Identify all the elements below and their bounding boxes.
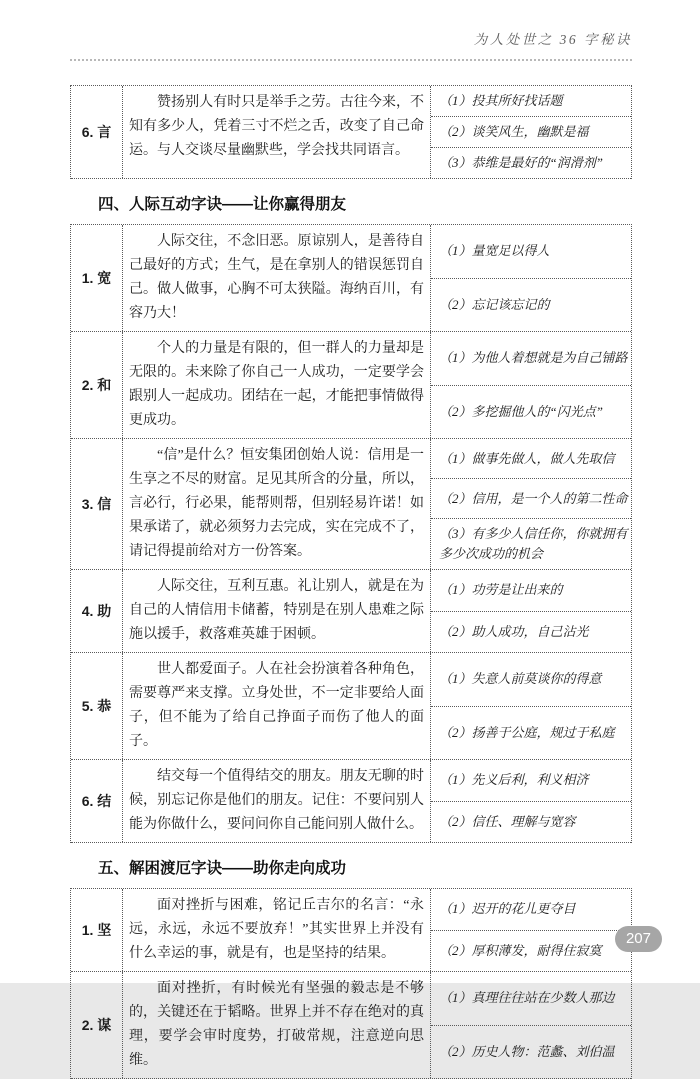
row-description: 结交每一个值得结交的朋友。朋友无聊的时候，别忘记你是他们的朋友。记住：不要问别人能为你做什么，要问问你自己能问别人做什么。: [123, 760, 431, 842]
point-item: （1）功劳是让出来的: [431, 570, 631, 612]
row-description: 面对挫折与困难，铭记丘吉尔的名言：“永远，永远，永远不要放弃！”其实世界上并没有什么幸运的事，就是有，也是坚持的结果。: [123, 889, 431, 971]
row-points: [431, 653, 631, 759]
point-item: （1）真理往往站在少数人那边: [431, 972, 631, 1026]
point-item: （1）迟开的花儿更夺目: [431, 889, 631, 931]
point-item: （2）谈笑风生，幽默是福: [431, 117, 631, 148]
row-description: 赞扬别人有时只是举手之劳。古往今来，不知有多少人，凭着三寸不烂之舌，改变了自己命运。与人交谈尽量幽默些，学会找共同语言。: [123, 86, 431, 178]
table-row: [71, 889, 631, 972]
point-item: （1）先义后利，利义相济: [431, 760, 631, 802]
point-item: （2）历史人物：范蠡、刘伯温: [439, 1043, 615, 1059]
table-row: [71, 570, 631, 653]
section: [70, 192, 632, 843]
rules-table: [70, 888, 632, 1079]
page-number-badge: 207: [615, 926, 662, 952]
row-keyword-label: 5. 恭: [71, 653, 123, 759]
row-keyword-label: 6. 言: [71, 86, 123, 178]
row-description: 人际交往，不念旧恶。原谅别人，是善待自己最好的方式；生气，是在拿别人的错误惩罚自己。做人做事，心胸不可太狭隘。海纳百川，有容乃大！: [123, 225, 431, 331]
row-description: 世人都爱面子。人在社会扮演着各种角色，需要尊严来支撑。立身处世，不一定非要给人面子，但不能为了给自己挣面子而伤了他人的面子。: [123, 653, 431, 759]
section-heading: 五、解困渡厄字诀——助你走向成功: [98, 860, 347, 877]
row-points: [431, 760, 631, 842]
row-keyword-label: 2. 和: [71, 332, 123, 438]
row-keyword-label: 2. 谋: [71, 972, 123, 1078]
rules-table: [70, 85, 632, 179]
point-item: （2）厚积薄发，耐得住寂寞: [439, 942, 602, 958]
point-item: （2）忘记该忘记的: [439, 296, 550, 312]
table-row: [71, 972, 631, 1079]
point-item: （2）多挖掘他人的“闪光点”: [439, 403, 603, 419]
row-keyword-label: 1. 坚: [71, 889, 123, 971]
point-item: （3）有多少人信任你，你就拥有多少次成功的机会: [439, 526, 628, 561]
running-head-title: 为人处世之 36 字秘诀: [473, 32, 632, 47]
section: [70, 85, 632, 179]
row-keyword-label: 4. 助: [71, 570, 123, 652]
section: [70, 856, 632, 1079]
point-item: （2）扬善于公庭，规过于私庭: [439, 724, 615, 740]
header-dotted-rule: [70, 59, 632, 61]
point-item: （1）为他人着想就是为自己铺路: [431, 332, 631, 386]
point-item: （1）失意人前莫谈你的得意: [431, 653, 631, 707]
row-points: [431, 570, 631, 652]
content: [70, 85, 632, 1079]
row-keyword-label: 3. 信: [71, 439, 123, 569]
point-item: （1）量宽足以得人: [431, 225, 631, 279]
row-points: [431, 889, 631, 971]
row-description: 面对挫折，有时候光有坚强的毅志是不够的，关键还在于韬略。世界上并不存在绝对的真理，要学会审时度势，打破常规，注意逆向思维。: [123, 972, 431, 1078]
point-item: （2）信任、理解与宽容: [439, 813, 576, 829]
row-points: [431, 86, 631, 178]
row-points: [431, 972, 631, 1078]
table-row: [71, 332, 631, 439]
row-points: [431, 332, 631, 438]
table-row: [71, 653, 631, 760]
page-header: [70, 30, 632, 61]
section-heading: 四、人际互动字诀——让你赢得朋友: [98, 196, 347, 213]
row-description: 人际交往，互利互惠。礼让别人，就是在为自己的人情信用卡储蓄，特别是在别人患难之际施以援手，救落难英雄于困顿。: [123, 570, 431, 652]
point-item: （1）投其所好找话题: [431, 86, 631, 117]
row-points: [431, 439, 631, 569]
point-item: （3）恭维是最好的“润滑剂”: [439, 155, 603, 170]
row-description: 个人的力量是有限的，但一群人的力量却是无限的。未来除了你自己一人成功，一定要学会跟别人一起成功。团结在一起，才能把事情做得更成功。: [123, 332, 431, 438]
point-item: （2）助人成功，自己沾光: [439, 623, 589, 639]
rules-table: [70, 224, 632, 843]
row-description: “信”是什么？恒安集团创始人说：信用是一生享之不尽的财富。足见其所含的分量，所以，言必行，行必果，能帮则帮，但别轻易许诺！如果承诺了，就必须努力去完成，实在完成不了，请记得提前给对方一份答案。: [123, 439, 431, 569]
point-item: （1）做事先做人，做人先取信: [431, 439, 631, 479]
row-points: [431, 225, 631, 331]
row-keyword-label: 1. 宽: [71, 225, 123, 331]
table-row: [71, 86, 631, 179]
table-row: [71, 760, 631, 843]
row-keyword-label: 6. 结: [71, 760, 123, 842]
table-row: [71, 225, 631, 332]
point-item: （2）信用，是一个人的第二性命: [431, 479, 631, 519]
table-row: [71, 439, 631, 570]
